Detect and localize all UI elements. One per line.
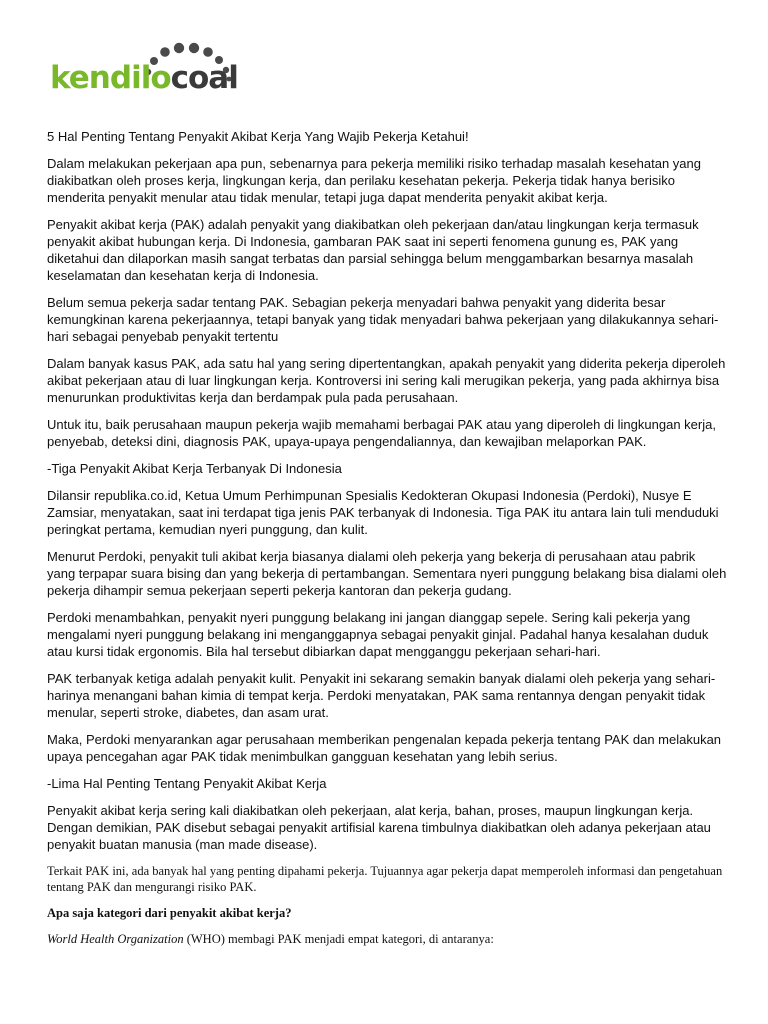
paragraph-7: Menurut Perdoki, penyakit tuli akibat kerja biasanya dialami oleh pekerja yang bekerja di perusahaan atau pabrik yang terpapar suara bising dan yang bekerja di pertambangan. Sementara nyeri punggung belakang bisa dialami oleh pekerja dihampir semua pekerjaan seperti pekerja kantoran dan pekerja gudang. [47,549,727,598]
section-heading-1: -Tiga Penyakit Akibat Kerja Terbanyak Di Indonesia [47,461,342,476]
paragraph-2: Penyakit akibat kerja (PAK) adalah penyakit yang diakibatkan oleh pekerjaan dan/atau lingkungan kerja termasuk penyakit akibat hubungan kerja. Di Indonesia, gambaran PAK saat ini seperti fenomena gunung es, PAK yang diketahui dan dilaporkan masih sangat terbatas dan parsial sehingga belum menggambarkan besarnya masalah keselamatan dan kesehatan kerja di Indonesia. [47,217,699,283]
logo-text-dark: coal [170,60,238,96]
article-title: 5 Hal Penting Tentang Penyakit Akibat Kerja Yang Wajib Pekerja Ketahui! [47,129,469,144]
kendilocoal-logo [50,42,250,104]
paragraph-9: PAK terbanyak ketiga adalah penyakit kulit. Penyakit ini sekarang semakin banyak dialami oleh pekerja yang sehari-harinya menangani bahan kimia di tempat kerja. Perdoki menyatakan, PAK sama rentannya dengan penyakit tidak menular, seperti stroke, diabetes, dan asam urat. [47,671,716,720]
paragraph-6: Dilansir republika.co.id, Ketua Umum Perhimpunan Spesialis Kedokteran Okupasi Indonesia (Perdoki), Nusye E Zamsiar, menyatakan, saat ini terdapat tiga jenis PAK terbanyak di Indonesia. Tiga PAK itu antara lain tuli menduduki peringkat pertama, kemudian nyeri punggung, dan kulit. [47,488,719,537]
paragraph-1: Dalam melakukan pekerjaan apa pun, sebenarnya para pekerja memiliki risiko terhadap masalah kesehatan yang diakibatkan oleh proses kerja, lingkungan kerja, dan perilaku kesehatan pekerja. Pekerja tidak hanya berisiko menderita penyakit menular atau tidak menular, tetapi juga dapat menderita penyakit akibat kerja. [47,156,701,205]
paragraph-8: Perdoki menambahkan, penyakit nyeri punggung belakang ini jangan dianggap sepele. Sering kali pekerja yang mengalami nyeri punggung belakang ini menganggapnya sebagai penyakit ginjal. Padahal hanya kesalahan duduk atau kursi tidak ergonomis. Bila hal tersebut dibiarkan dapat mengganggu pekerjaan sehari-hari. [47,610,709,659]
paragraph-11: Penyakit akibat kerja sering kali diakibatkan oleh pekerjaan, alat kerja, bahan, proses, maupun lingkungan kerja. Dengan demikian, PAK disebut sebagai penyakit artifisial karena timbulnya diakibatkan oleh adanya pekerjaan atau penyakit buatan manusia (man made disease). [47,803,711,852]
article-body [47,128,727,957]
paragraph-5: Untuk itu, baik perusahaan maupun pekerja wajib memahami berbagai PAK atau yang diperoleh di lingkungan kerja, penyebab, deteksi dini, diagnosis PAK, upaya-upaya pengendaliannya, dan kewajiban melaporkan PAK. [47,417,716,449]
paragraph-4: Dalam banyak kasus PAK, ada satu hal yang sering dipertentangkan, apakah penyakit yang diderita pekerja diperoleh akibat pekerjaan atau di luar lingkungan kerja. Kontroversi ini sering kali merugikan pekerja, yang pada akhirnya bisa menurunkan produktivitas kerja dan berdampak pula pada perusahaan. [47,356,726,405]
paragraph-12: Terkait PAK ini, ada banyak hal yang penting dipahami pekerja. Tujuannya agar pekerja dapat memperoleh informasi dan pengetahuan tentang PAK dan mengurangi risiko PAK. [47,864,723,894]
paragraph-13 [47,931,727,947]
section-heading-2: -Lima Hal Penting Tentang Penyakit Akibat Kerja [47,776,327,791]
paragraph-3: Belum semua pekerja sadar tentang PAK. Sebagian pekerja menyadari bahwa penyakit yang diderita besar kemungkinan karena pekerjaannya, tetapi banyak yang tidak menyadari bahwa pekerjaan yang dilakukannya sehari-hari sebagai penyebab penyakit tertentu [47,295,719,344]
logo-wordmark [50,60,238,96]
paragraph-13-text: (WHO) membagi PAK menjadi empat kategori, di antaranya: [183,932,494,946]
logo-text-green: kendilo [50,60,171,96]
section-heading-3: Apa saja kategori dari penyakit akibat kerja? [47,906,292,920]
paragraph-10: Maka, Perdoki menyarankan agar perusahaan memberikan pengenalan kepada pekerja tentang PAK dan melakukan upaya pencegahan agar PAK tidak menimbulkan gangguan kesehatan yang lebih serius. [47,732,722,764]
who-name: World Health Organization [47,932,184,946]
